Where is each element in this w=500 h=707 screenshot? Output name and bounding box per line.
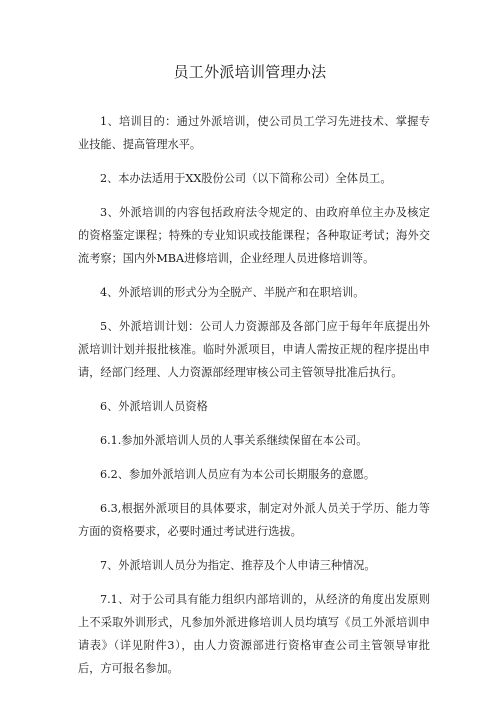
paragraph-qualification-6-1: 6.1.参加外派培训人员的人事关系继续保留在本公司。: [100, 434, 368, 447]
paragraph-qualification-6-2: 6.2、参加外派培训人员应有为本公司长期服务的意愿。: [100, 468, 376, 481]
paragraph-scope: 2、本办法适用于XX股份公司（以下简称公司）全体员工。: [100, 172, 392, 185]
paragraph-training-forms: 4、外派培训的形式分为全脱产、半脱产和在职培训。: [100, 286, 365, 299]
document-body: [78, 110, 430, 691]
paragraph-qualification-heading: 6、外派培训人员资格: [100, 400, 208, 413]
paragraph-training-plan: 5、外派培训计划：公司人力资源部及各部门应于每年年底提出外派培训计划并报批核准。临时外派项目，申请人需按正规的程序提出申请，经部门经理、人力资源部经理审核公司主管领导批准后执行。: [78, 320, 430, 379]
paragraph-qualification-6-3: 6.3,根据外派项目的具体要求，制定对外派人员关于学历、能力等方面的资格要求，必要时通过考试进行选拔。: [78, 502, 430, 538]
paragraph-training-purpose: 1、培训目的：通过外派培训，使公司员工学习先进技术、掌握专业技能、提高管理水平。: [78, 115, 430, 151]
paragraph-personnel-types: 7、外派培训人员分为指定、推荐及个人申请三种情况。: [100, 559, 376, 572]
paragraph-training-content: 3、外派培训的内容包括政府法令规定的、由政府单位主办及核定的资格鉴定课程；特殊的专业知识或技能课程；各种取证考试；海外交流考察；国内外MBA进修培训，企业经理人员进修培训等。: [78, 206, 430, 265]
document-title: 员工外派培训管理办法: [173, 63, 327, 81]
paragraph-personnel-7-1: 7.1、对于公司具有能力组织内部培训的，从经济的角度出发原则上不采取外训形式，凡参加外派进修培训人员均填写《员工外派培训申请表》（详见附件3），由人力资源部进行资格审查公司主管领导审批后，方可报名参加。: [78, 593, 430, 675]
